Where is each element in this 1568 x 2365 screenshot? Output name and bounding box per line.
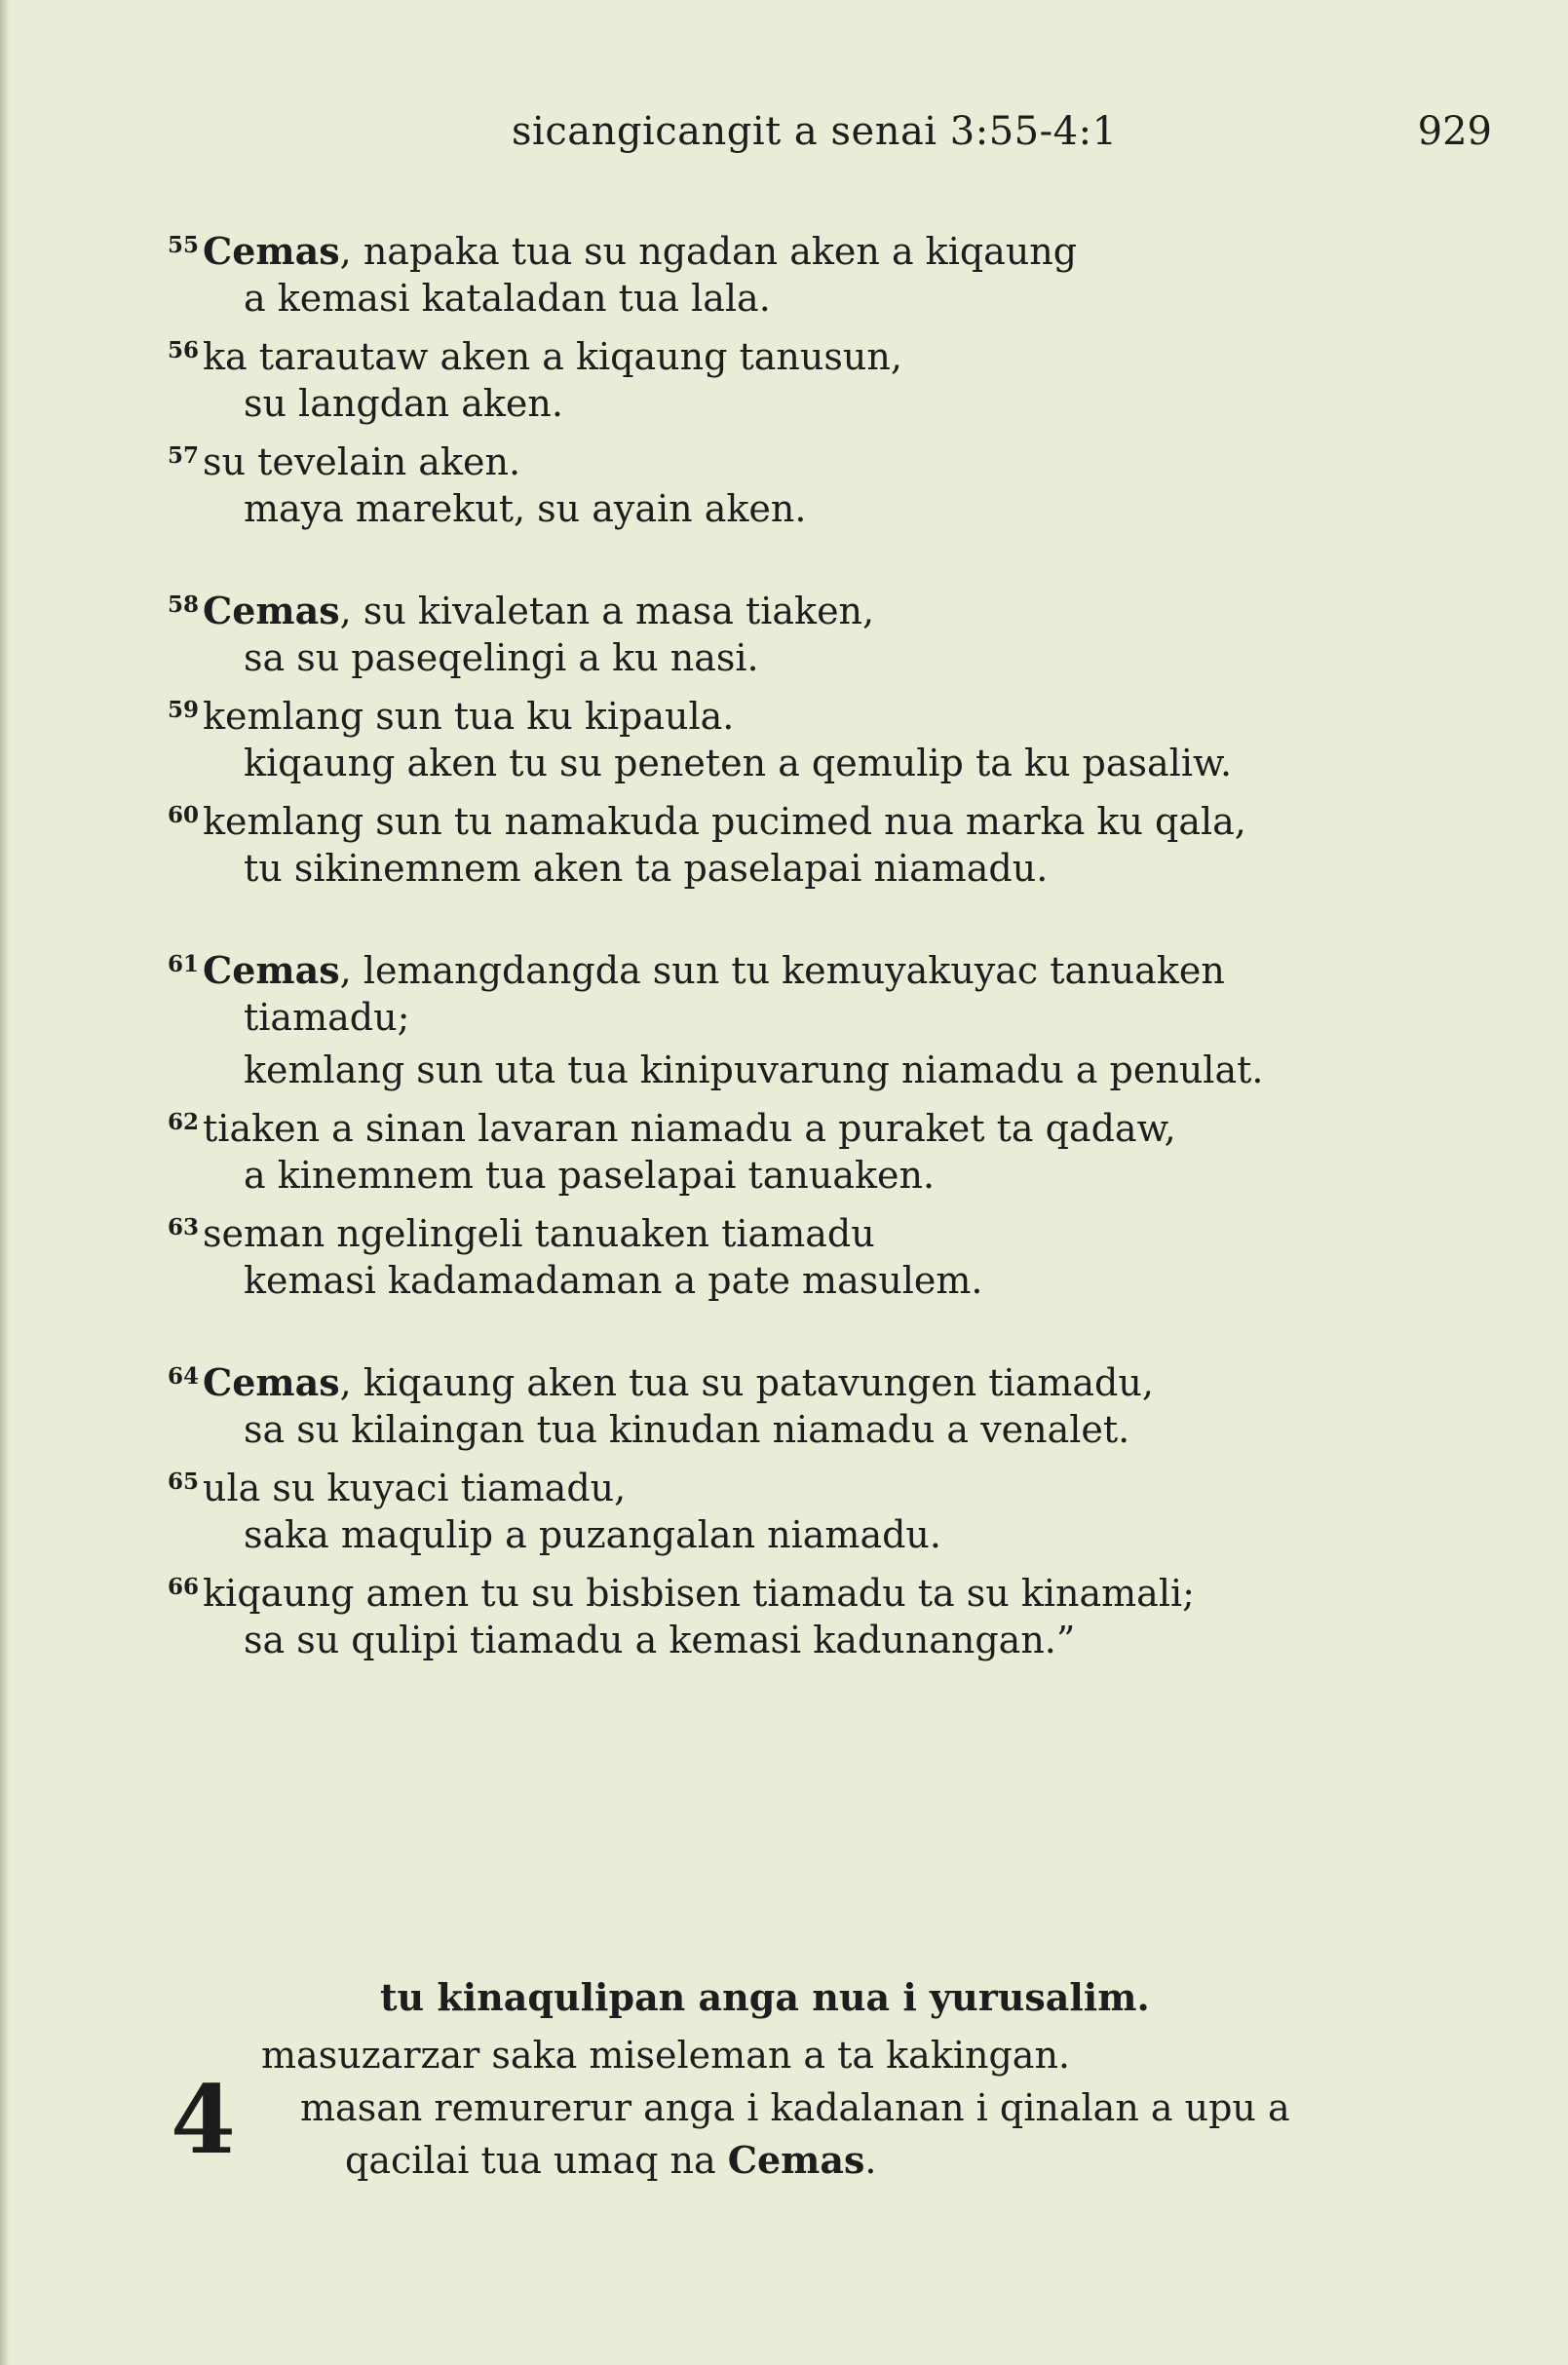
verse-59 <box>168 684 1464 737</box>
verse-continuation: sa su kilaingan tua kinudan niamadu a venalet. <box>244 1408 1130 1451</box>
verse-text: su tevelain aken. <box>203 440 521 483</box>
verse-text: seman ngelingeli tanuaken tiamadu <box>203 1212 875 1255</box>
page-header <box>0 109 1568 168</box>
verse-text: , kiqaung aken tua su patavungen tiamadu, <box>339 1361 1154 1404</box>
line-text: qacilai tua umaq na <box>345 2139 728 2182</box>
verse-number: 58 <box>168 591 200 618</box>
verse-number: 65 <box>168 1469 200 1495</box>
verse-text: kemlang sun tua ku kipaula. <box>203 695 735 738</box>
verse-continuation: sa su qulipi tiamadu a kemasi kadunangan.” <box>244 1619 1076 1661</box>
verse-number: 64 <box>168 1363 200 1390</box>
verse-56 <box>168 324 1464 377</box>
stanza-break <box>168 1307 1464 1351</box>
page-number: 929 <box>1417 109 1492 154</box>
verse-continuation: tu sikinemnem aken ta paselapai niamadu. <box>244 847 1049 890</box>
verse-continuation: saka maqulip a puzangalan niamadu. <box>244 1513 941 1556</box>
verse-number: 57 <box>168 442 200 469</box>
verse-continuation: a kemasi kataladan tua lala. <box>244 277 771 320</box>
chapter-line-1: masuzarzar saka miseleman a ta kakingan. <box>261 2034 1071 2077</box>
verse-62 <box>168 1096 1464 1149</box>
verse-continuation: a kinemnem tua paselapai tanuaken. <box>244 1154 936 1197</box>
verse-text: kemlang sun tu namakuda pucimed nua marka ku qala, <box>203 800 1246 843</box>
verse-66 <box>168 1561 1464 1614</box>
verse-65 <box>168 1456 1464 1508</box>
divine-name: Cemas <box>203 229 340 273</box>
page-edge-shadow <box>0 0 10 2365</box>
verse-number: 63 <box>168 1214 200 1240</box>
verse-58 <box>168 579 1464 631</box>
poem-text <box>168 219 1464 1666</box>
chapter-line-3 <box>345 2134 876 2187</box>
line-text: . <box>864 2139 877 2182</box>
verse-number: 55 <box>168 232 200 258</box>
verse-continuation: kemlang sun uta tua kinipuvarung niamadu a penulat. <box>244 1049 1264 1091</box>
section-heading: tu kinaqulipan anga nua i yurusalim. <box>380 1975 1150 2019</box>
verse-continuation: kemasi kadamadaman a pate masulem. <box>244 1259 983 1302</box>
stanza-break <box>168 535 1464 579</box>
chapter-number: 4 <box>171 2065 236 2175</box>
verse-55 <box>168 219 1464 272</box>
divine-name: Cemas <box>203 1360 340 1404</box>
stanza-break <box>168 895 1464 938</box>
verse-60 <box>168 789 1464 842</box>
verse-number: 61 <box>168 951 200 977</box>
verse-number: 62 <box>168 1109 200 1135</box>
chapter-line-2: masan remurerur anga i kadalanan i qinalan a upu a <box>300 2086 1290 2129</box>
verse-number: 60 <box>168 802 200 828</box>
verse-number: 56 <box>168 337 200 363</box>
verse-text: , lemangdangda sun tu kemuyakuyac tanuaken <box>339 949 1225 992</box>
divine-name: Cemas <box>203 948 340 992</box>
verse-text: , su kivaletan a masa tiaken, <box>339 590 875 632</box>
verse-61 <box>168 938 1464 991</box>
verse-number: 59 <box>168 697 200 723</box>
verse-text: tiaken a sinan lavaran niamadu a puraket ta qadaw, <box>203 1107 1176 1150</box>
verse-text: ka tarautaw aken a kiqaung tanusun, <box>203 335 902 378</box>
verse-continuation: su langdan aken. <box>244 382 563 425</box>
verse-number: 66 <box>168 1574 200 1600</box>
running-head: sicangicangit a senai 3:55-4:1 <box>512 109 1118 154</box>
verse-continuation: sa su paseqelingi a ku nasi. <box>244 636 759 679</box>
verse-continuation: tiamadu; <box>244 996 410 1039</box>
divine-name: Cemas <box>727 2138 865 2182</box>
verse-continuation: kiqaung aken tu su peneten a qemulip ta ku pasaliw. <box>244 742 1233 784</box>
verse-63 <box>168 1202 1464 1254</box>
verse-64 <box>168 1351 1464 1403</box>
divine-name: Cemas <box>203 589 340 632</box>
verse-57 <box>168 430 1464 482</box>
verse-continuation: maya marekut, su ayain aken. <box>244 487 807 530</box>
verse-text: , napaka tua su ngadan aken a kiqaung <box>339 230 1078 273</box>
verse-text: ula su kuyaci tiamadu, <box>203 1467 627 1509</box>
verse-text: kiqaung amen tu su bisbisen tiamadu ta su kinamali; <box>203 1572 1195 1615</box>
